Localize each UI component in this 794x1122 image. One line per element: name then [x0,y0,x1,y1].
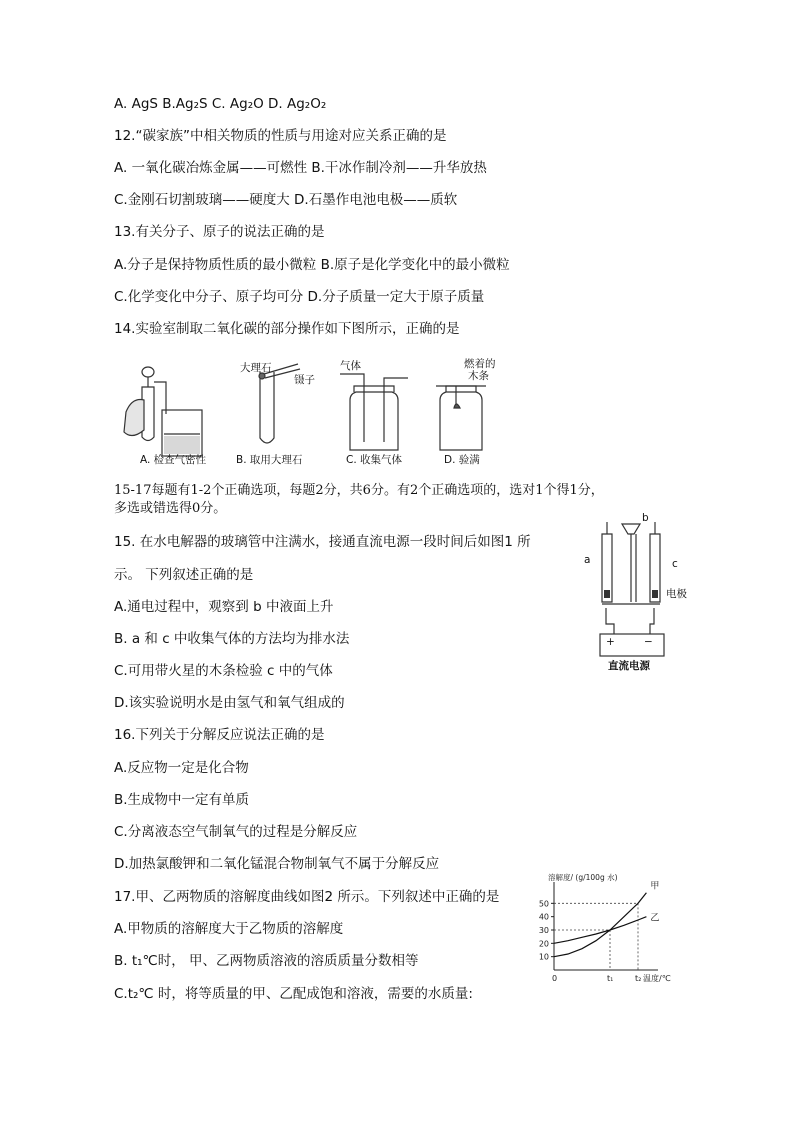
q15-option-b: B. a 和 c 中收集气体的方法均为排水法 [114,631,350,647]
apparatus-d-full-check [436,386,486,450]
q14-figure [118,352,498,470]
q14-stem: 14.实验室制取二氧化碳的部分操作如下图所示，正确的是 [114,321,460,337]
q15-option-c: C.可用带火星的木条检验 c 中的气体 [114,663,333,679]
q15-option-d: D.该实验说明水是由氢气和氧气组成的 [114,695,345,711]
series-label-jia: 甲 [650,881,660,892]
q13-stem: 13.有关分子、原子的说法正确的是 [114,224,325,240]
x-axis-label: 温度/℃ [643,974,671,983]
q17-option-b: B. t₁℃时， 甲、乙两物质溶液的溶质质量分数相等 [114,953,419,969]
caption-c: C. 收集气体 [346,454,403,466]
y-tick-label: 40 [538,912,549,922]
label-power: 直流电源 [608,660,650,672]
q15-figure [580,512,700,670]
x-tick-label: t₁ [607,974,614,983]
q12-options-ab: A. 一氧化碳冶炼金属——可燃性 B.干冰作制冷剂——升华放热 [114,160,487,176]
x-tick-label: 0 [552,974,558,983]
q12-options-cd: C.金刚石切割玻璃——硬度大 D.石墨作电池电极——质软 [114,192,458,208]
y-axis-label: 溶解度/ (g/100g 水) [548,873,618,882]
label-burning-1: 燃着的 [464,358,496,370]
q15-stem-1: 15. 在水电解器的玻璃管中注满水，接通直流电源一段时间后如图1 所 [114,534,531,550]
q12-stem: 12.“碳家族”中相关物质的性质与用途对应关系正确的是 [114,128,447,144]
q16-option-c: C.分离液态空气制氧气的过程是分解反应 [114,824,358,840]
label-c: c [672,558,678,570]
apparatus-a-airtightness [124,367,202,456]
q13-options-ab: A.分子是保持物质性质的最小微粒 B.原子是化学变化中的最小微粒 [114,257,510,273]
q13-options-cd: C.化学变化中分子、原子均可分 D.分子质量一定大于原子质量 [114,289,485,305]
y-tick-label: 20 [538,939,549,949]
q16-stem: 16.下列关于分解反应说法正确的是 [114,727,325,743]
y-tick-label: 50 [538,899,549,909]
y-tick-label: 10 [538,952,549,962]
label-burning-2: 木条 [468,370,489,382]
x-tick-label: t₂ [635,974,642,983]
series-line-jia [554,893,646,957]
q15-stem-2: 示。 下列叙述正确的是 [114,567,254,583]
caption-a: A. 检查气密性 [140,454,207,466]
series-label-yi: 乙 [650,913,660,924]
solubility-chart [528,872,678,990]
label-electrode: 电极 [666,588,687,600]
label-b: b [642,512,649,524]
section-note-line1: 15-17每题有1-2个正确选项，每题2分，共6分。有2个正确选项的，选对1个得1分， [114,483,604,498]
section-note-line2: 多选或错选得0分。 [114,501,227,516]
caption-d: D. 验满 [444,454,480,466]
label-marble: 大理石 [240,362,272,374]
label-minus: − [644,636,653,648]
q16-option-a: A.反应物一定是化合物 [114,760,249,776]
q16-option-b: B.生成物中一定有单质 [114,792,250,808]
label-gas: 气体 [340,360,361,372]
apparatus-c-collect-gas [340,374,408,450]
solubility-chart-svg [528,872,678,990]
label-a: a [584,554,591,566]
q15-option-a: A.通电过程中，观察到 b 中液面上升 [114,599,334,615]
q17-option-c: C.t₂℃ 时，将等质量的甲、乙配成饱和溶液，需要的水质量: [114,986,473,1002]
label-tweezers: 镊子 [294,374,315,386]
q11-options: A. AgS B.Ag₂S C. Ag₂O D. Ag₂O₂ [114,96,327,112]
caption-b: B. 取用大理石 [236,454,303,466]
label-plus: + [606,636,615,648]
q16-option-d: D.加热氯酸钾和二氧化锰混合物制氧气不属于分解反应 [114,856,440,872]
y-tick-label: 30 [538,926,549,935]
q17-option-a: A.甲物质的溶解度大于乙物质的溶解度 [114,921,344,937]
q17-stem: 17.甲、乙两物质的溶解度曲线如图2 所示。下列叙述中正确的是 [114,889,500,905]
